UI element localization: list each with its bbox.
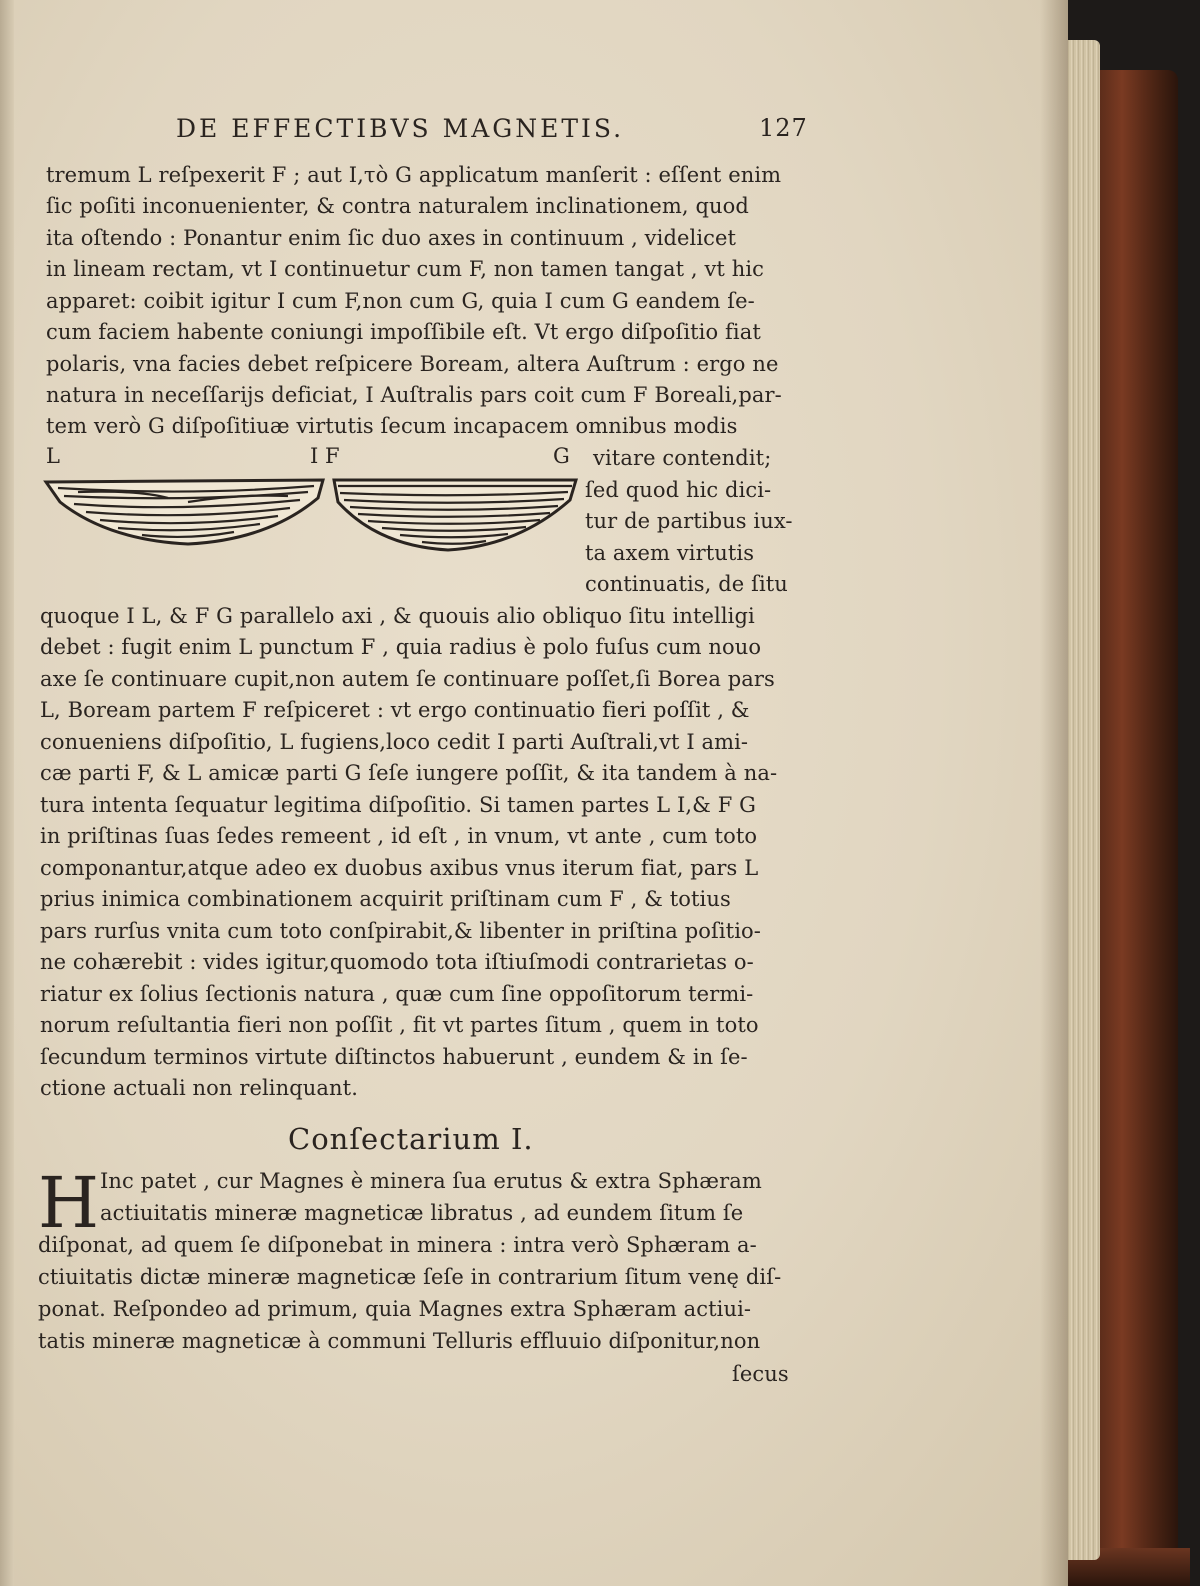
text-line: quoque I L, & F G parallelo axi , & quouis alio obliquo ſitu intelligi [40,604,755,628]
book-cover-edge [1098,70,1178,1560]
text-line: ſecundum terminos virtute diſtinctos habuerunt , eundem & in ſe- [40,1045,748,1069]
text-line: riatur ex ſolius ſectionis natura , quæ cum ſine oppoſitorum termi- [40,982,754,1006]
text-line: cum faciem habente coniungi impoſſibile eſt. Vt ergo diſpoſitio fiat [46,320,761,344]
text-line: axe ſe continuare cupit,non autem ſe continuare poſſet,ſi Borea pars [40,667,775,691]
text-line: prius inimica combinationem acquirit priſtinam cum F , & totius [40,887,731,911]
page-shadow [1040,0,1068,1586]
text-line: in priſtinas ſuas ſedes remeent , id eſt , in vnum, vt ante , cum toto [40,824,758,848]
text-line: ſed quod hic dici- [585,478,772,502]
text-line: tura intenta ſequatur legitima diſpoſitio. Si tamen partes L I,& F G [40,793,757,817]
running-title: DE EFFECTIBVS MAGNETIS. [176,114,625,143]
text-line: conueniens diſpoſitio, L fugiens,loco cedit I parti Auſtrali,vt I ami- [40,730,749,754]
figure-label-if: I F [310,444,340,468]
text-line: ne cohærebit : vides igitur,quomodo tota iſtiuſmodi contrarietas o- [40,950,754,974]
catchword: ſecus [732,1362,789,1386]
text-line: polaris, vna facies debet reſpicere Boream, altera Auſtrum : ergo ne [46,352,779,376]
text-line: continuatis, de ſitu [585,572,788,596]
text-line: norum reſultantia fieri non poſſit , fit vt partes ſitum , quem in toto [40,1013,759,1037]
text-line: ita oſtendo : Ponantur enim ſic duo axes in continuum , videlicet [46,226,737,250]
text-line: tur de partibus iux- [585,509,793,533]
text-line: vitare contendit; [593,446,772,470]
text-line: ponat. Reſpondeo ad primum, quia Magnes extra Sphæram actiui- [38,1297,752,1321]
text-line: debet : fugit enim L punctum F , quia radius è polo fuſus cum nouo [40,635,762,659]
text-line: diſponat, ad quem ſe diſponebat in minera : intra verò Sphæram a- [38,1233,757,1257]
text-line: apparet: coibit igitur I cum F,non cum G, quia I cum G eandem ſe- [46,289,755,313]
drop-capital: H [38,1162,100,1244]
text-line: in lineam rectam, vt I continuetur cum F, non tamen tangat , vt hic [46,257,765,281]
text-line: natura in neceſſarijs deficiat, I Auſtralis pars coit cum F Boreali,par- [46,383,782,407]
text-line: tem verò G diſpoſitiuæ virtutis ſecum incapacem omnibus modis [46,414,738,438]
text-line: tatis mineræ magneticæ à communi Telluris effluuio diſponitur,non [38,1329,761,1353]
text-line: pars rurſus vnita cum toto conſpirabit,& libenter in priſtina poſitio- [40,919,761,943]
text-line: ta axem virtutis [585,541,755,565]
text-line: tremum L reſpexerit F ; aut I,τὸ G applicatum manſerit : eſſent enim [46,163,782,187]
text-line: ctione actuali non relinquant. [40,1076,358,1100]
figure-label-g: G [553,444,570,468]
section-heading: Conſectarium I. [288,1122,534,1156]
text-line: L, Boream partem F reſpiceret : vt ergo continuatio fieri poſſit , & [40,698,750,722]
magnet-halves-figure [38,442,578,558]
text-line: ctiuitatis dictæ mineræ magneticæ ſeſe in contrarium ſitum venę diſ- [38,1265,782,1289]
page-number: 127 [759,114,808,142]
text-line: actiuitatis mineræ magneticæ libratus , ad eundem ſitum ſe [100,1201,744,1225]
left-shadow [0,0,14,1586]
text-line: componantur,atque adeo ex duobus axibus vnus iterum fiat, pars L [40,856,759,880]
text-line: cæ parti F, & L amicæ parti G ſeſe iungere poſſit, & ita tandem à na- [40,761,778,785]
text-line: ſic poſiti inconuenienter, & contra naturalem inclinationem, quod [46,194,749,218]
figure-label-l: L [46,444,60,468]
text-line: Inc patet , cur Magnes è minera ſua erutus & extra Sphæram [100,1169,762,1193]
